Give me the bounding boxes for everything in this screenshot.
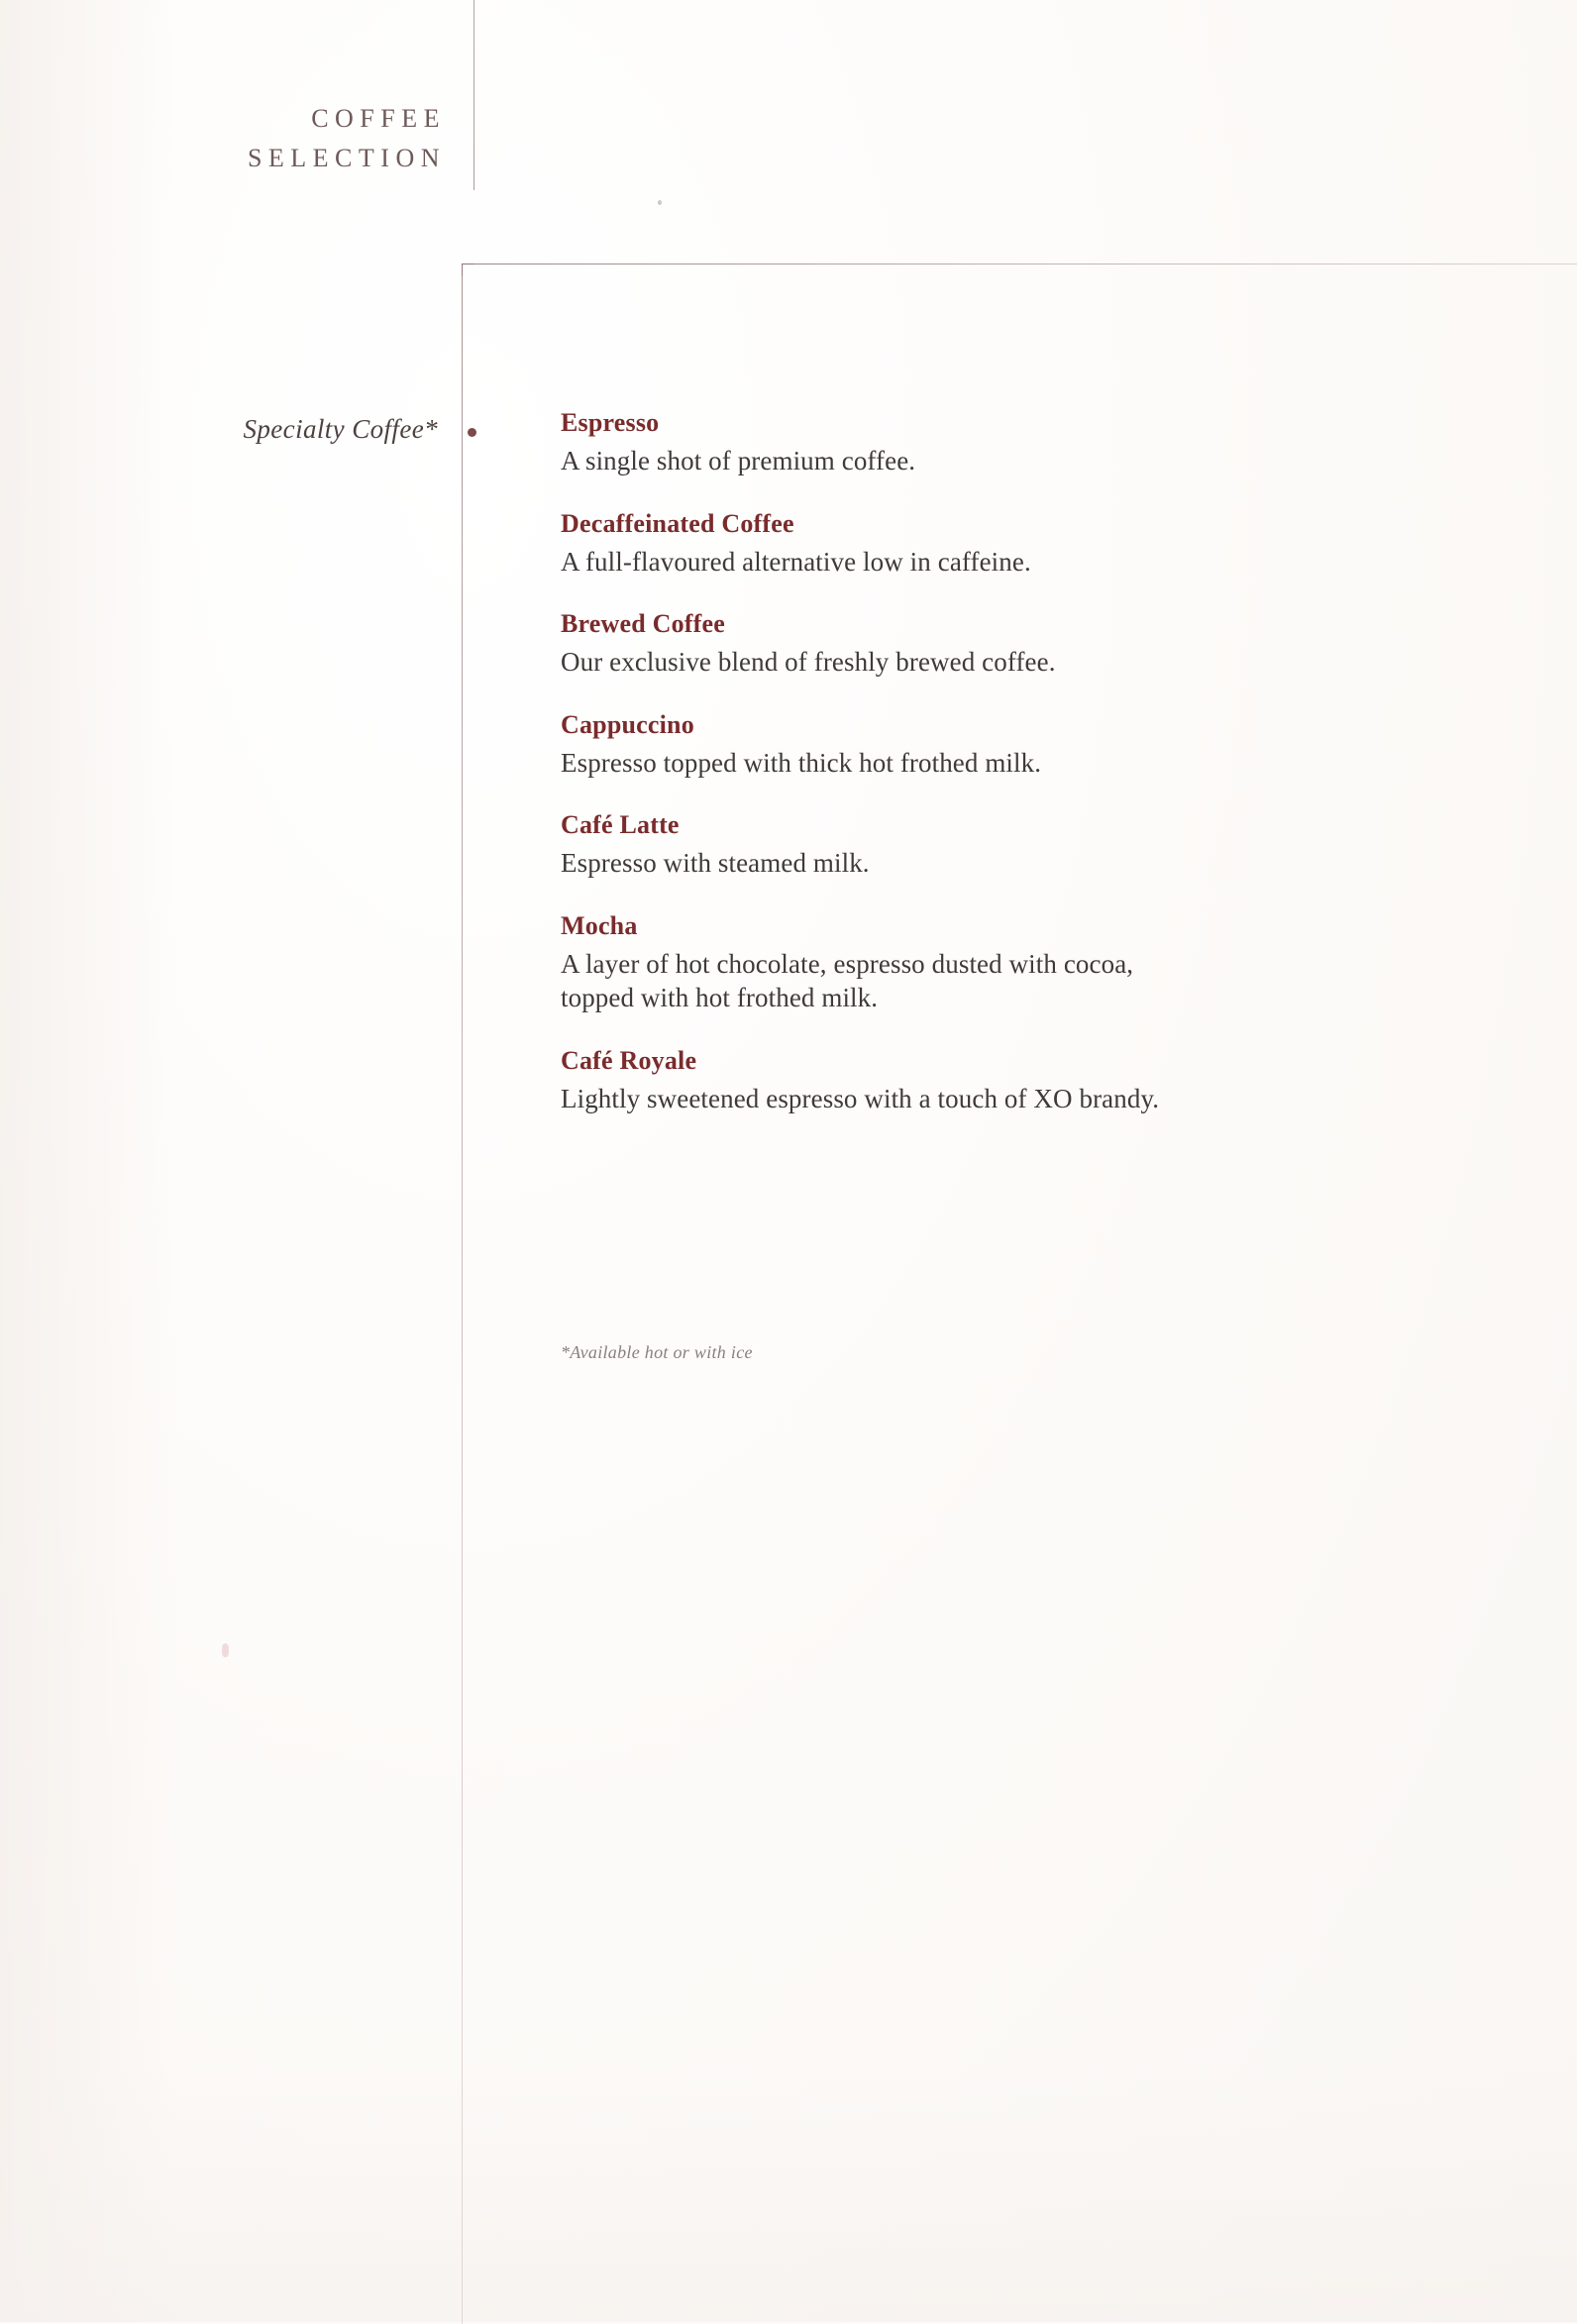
item-description xyxy=(561,746,1452,781)
item-description-line: topped with hot frothed milk. xyxy=(561,983,879,1013)
list-item xyxy=(561,911,1452,1015)
item-description xyxy=(561,444,1452,478)
footnote: *Available hot or with ice xyxy=(561,1342,753,1362)
bullet-dot-icon xyxy=(468,428,476,437)
item-description-line: A layer of hot chocolate, espresso dusted with cocoa, xyxy=(561,948,1134,979)
page-title xyxy=(149,99,446,179)
menu-item-list xyxy=(561,408,1452,1146)
list-item xyxy=(561,509,1452,580)
paper-speck-icon xyxy=(658,200,662,205)
item-description xyxy=(561,947,1452,1015)
item-description-line: Lightly sweetened espresso with a touch of XO brandy. xyxy=(561,1083,1160,1113)
item-description-line: Our exclusive blend of freshly brewed coffee. xyxy=(561,647,1056,678)
section-label: Specialty Coffee* xyxy=(243,414,438,444)
item-name: Brewed Coffee xyxy=(561,609,726,639)
divider-vertical-top xyxy=(473,0,474,190)
item-description-line: A single shot of premium coffee. xyxy=(561,446,916,475)
item-description-line: Espresso topped with thick hot frothed milk. xyxy=(561,747,1042,778)
page-title-line-2: SELECTION xyxy=(247,144,446,173)
item-name: Café Royale xyxy=(561,1045,697,1075)
item-description-line: Espresso with steamed milk. xyxy=(561,848,870,879)
item-name: Mocha xyxy=(561,910,638,940)
item-name: Cappuccino xyxy=(561,709,694,739)
item-name: Decaffeinated Coffee xyxy=(561,508,794,538)
item-description xyxy=(561,1082,1452,1116)
list-item xyxy=(561,710,1452,781)
item-name: Café Latte xyxy=(561,810,680,840)
paper-speck-icon xyxy=(222,1643,229,1657)
item-name: Espresso xyxy=(561,408,660,437)
divider-vertical-main xyxy=(462,264,463,2324)
list-item xyxy=(561,1046,1452,1116)
item-description-line: A full-flavoured alternative low in caffeine. xyxy=(561,546,1031,577)
list-item xyxy=(561,408,1452,478)
divider-corner xyxy=(462,264,474,276)
list-item xyxy=(561,609,1452,680)
list-item xyxy=(561,810,1452,881)
item-description xyxy=(561,645,1452,680)
item-description xyxy=(561,846,1452,881)
page-title-line-1: COFFEE xyxy=(311,104,446,133)
item-description xyxy=(561,545,1452,580)
